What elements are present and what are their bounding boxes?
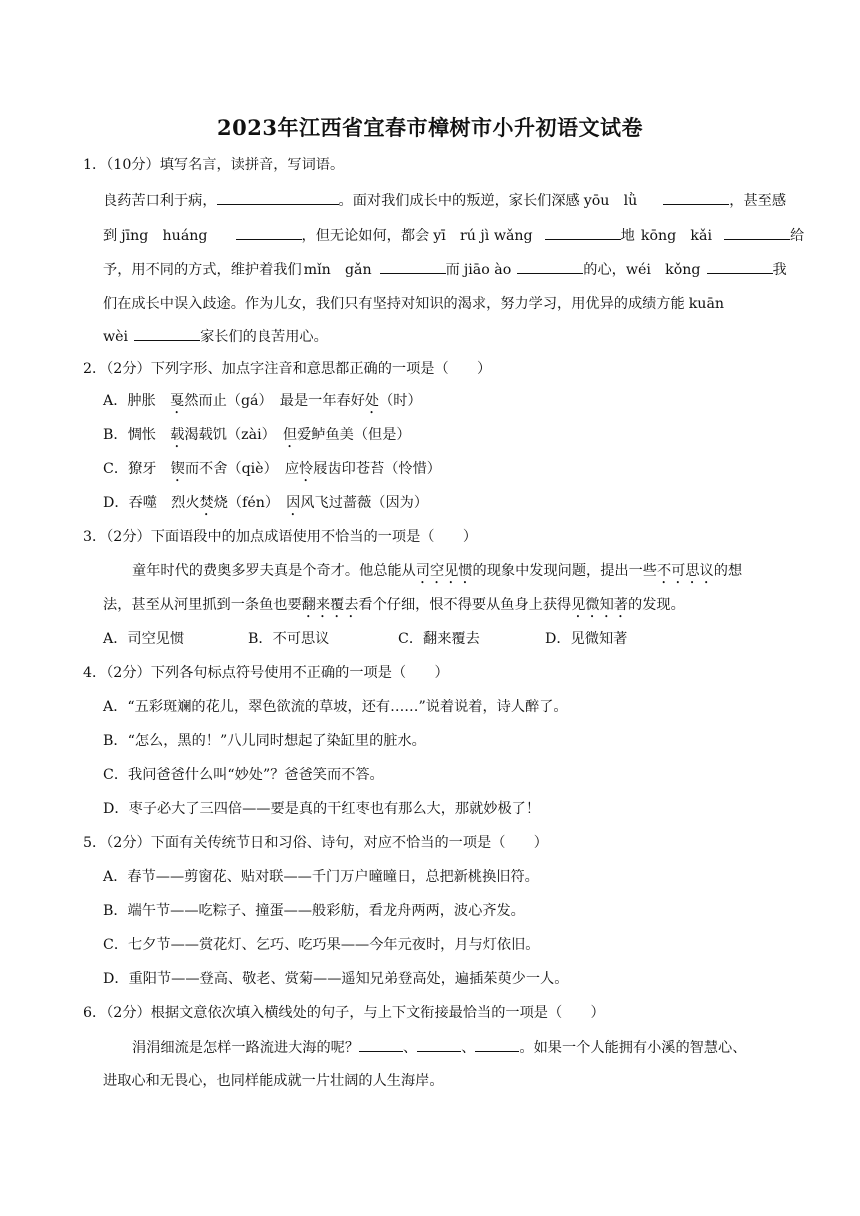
q1-blank-1[interactable] [663, 190, 729, 205]
q6-blank-2[interactable] [417, 1037, 461, 1052]
q2-heading: 2．（2分）下列字形、加点字注音和意思都正确的一项是（ ） [83, 361, 492, 377]
q1-heading: 1．（10分）填写名言，读拼音，写词语。 [83, 157, 345, 173]
q6-passage-line-2: 进取心和无畏心，也同样能成就一片壮阔的人生海岸。 [103, 1073, 444, 1089]
q3-option-c[interactable]: C．翻来覆去 [398, 631, 480, 647]
q4-option-b[interactable]: B．“怎么，黑的！”八儿同时想起了染缸里的脏水。 [103, 733, 426, 749]
q3-heading: 3．（2分）下面语段中的加点成语使用不恰当的一项是（ ） [83, 529, 478, 545]
q1-line-1: 良药苦口利于病， 。面对我们成长中的叛逆，家长们深感 yōu lǜ ，甚至感 [103, 190, 786, 211]
q3-passage-line-2: 法，甚至从河里抓到一条鱼也要翻来覆去看个仔细，恨不得要从鱼身上获得见微知著的发现。 [103, 597, 685, 613]
idiom-bukesiyi: 不可思议 [656, 563, 714, 579]
q1-blank-6[interactable] [517, 259, 583, 274]
q1-line-5: wèi 家长们的良苦用心。 [103, 326, 328, 347]
q6-blank-1[interactable] [359, 1037, 403, 1052]
q1-blank-7[interactable] [707, 259, 773, 274]
q1-blank-4[interactable] [724, 225, 790, 240]
q4-option-d[interactable]: D．枣子必大了三四倍——要是真的干红枣也有那么大，那就妙极了！ [103, 801, 541, 817]
q1-blank-3[interactable] [545, 225, 621, 240]
q6-blank-3[interactable] [475, 1037, 519, 1052]
q5-option-c[interactable]: C．七夕节——赏花灯、乞巧、吃巧果——今年元夜时，月与灯依旧。 [103, 937, 540, 953]
q3-option-d[interactable]: D．见微知著 [545, 631, 628, 647]
idiom-jianweizhizhu: 见微知著 [571, 597, 628, 613]
idiom-sikongjianguan: 司空见惯 [415, 563, 473, 579]
q1-line-4: 们在成长中误入歧途。作为儿女，我们只有坚持对知识的渴求，努力学习，用优异的成绩方能 kuān [103, 296, 725, 312]
pinyin-kuan: kuān [688, 296, 725, 312]
q2-option-a[interactable]: A．肿胀 戛然而止（gá） 最是一年春好处（时） [103, 393, 422, 409]
pinyin-jinghuang: jīng huáng [121, 228, 208, 244]
q5-option-a[interactable]: A．春节——剪窗花、贴对联——千门万户曈曈日，总把新桃换旧符。 [103, 869, 539, 885]
idiom-fanlaifuqu: 翻来覆去 [301, 597, 359, 613]
q5-option-b[interactable]: B．端午节——吃粽子、撞蛋——般彩舫，看龙舟两两，波心齐发。 [103, 903, 525, 919]
pinyin-kongkai: kōng kǎi [640, 228, 712, 244]
q2-option-b[interactable]: B．惆怅 载渴载饥（zài） 但爱鲈鱼美（但是） [103, 427, 411, 443]
q4-option-c[interactable]: C．我问爸爸什么叫“妙处”？爸爸笑而不答。 [103, 767, 384, 783]
q4-option-a[interactable]: A．“五彩斑斓的花儿，翠色欲流的草坡，还有……”说着说着，诗人醉了。 [103, 699, 568, 715]
q4-heading: 4．（2分）下列各句标点符号使用不正确的一项是（ ） [83, 665, 449, 681]
q1-line-3: 予，用不同的方式，维护着我们 mǐn gǎn 而 jiāo ào 的心，wéi kǒng 我 [103, 259, 787, 280]
q1-blank-2[interactable] [236, 225, 302, 240]
pinyin-yirujiwang: yī rú jì wǎng [433, 228, 533, 244]
q3-option-a[interactable]: A．司空见惯 [103, 631, 185, 647]
q5-option-d[interactable]: D．重阳节——登高、敬老、赏菊——遥知兄弟登高处，遍插茱萸少一人。 [103, 971, 569, 987]
q1-line-2: 到 jīng huáng ，但无论如何，都会 yī rú jì wǎng 地 kōng kǎi 给 [103, 225, 804, 246]
q6-passage-line-1: 涓涓细流是怎样一路流进大海的呢？ 、 、 。如果一个人能拥有小溪的智慧心、 [132, 1037, 746, 1058]
q5-heading: 5．（2分）下面有关传统节日和习俗、诗句，对应不恰当的一项是（ ） [83, 835, 548, 851]
q6-heading: 6．（2分）根据文意依次填入横线处的句子，与上下文衔接最恰当的一项是（ ） [83, 1005, 605, 1021]
pinyin-weikong: wéi kǒng [625, 262, 701, 278]
q3-option-b[interactable]: B．不可思议 [248, 631, 330, 647]
q1-blank-5[interactable] [380, 259, 446, 274]
q3-passage-line-1: 童年时代的费奥多罗夫真是个奇才。他总能从司空见惯的现象中发现问题，提出一些不可思议的想 [132, 563, 743, 579]
exam-title: 2023年江西省宜春市樟树市小升初语文试卷 [217, 115, 643, 140]
pinyin-youlv: yōu lǜ [583, 193, 638, 209]
q1-blank-8[interactable] [134, 326, 200, 341]
pinyin-wei: wèi [103, 329, 129, 345]
q1-blank-quote[interactable] [217, 190, 339, 205]
q2-option-d[interactable]: D．吞噬 烈火焚烧（fén） 因风飞过蔷薇（因为） [103, 495, 429, 511]
pinyin-mingan: mǐn gǎn [303, 262, 372, 278]
pinyin-jiaoao: jiāo ào [463, 262, 512, 278]
q2-option-c[interactable]: C．獠牙 锲而不舍（qiè） 应怜屐齿印苍苔（怜惜） [103, 461, 441, 477]
